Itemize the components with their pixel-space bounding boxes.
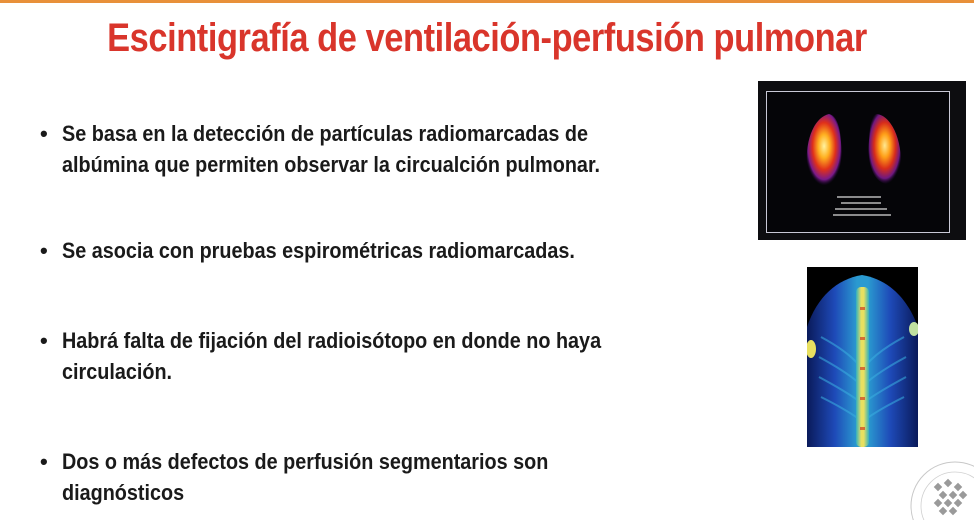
bullet-dot: • bbox=[40, 238, 48, 263]
bullet-dot: • bbox=[40, 328, 48, 353]
accent-rule bbox=[0, 0, 974, 3]
bullet-line: circulación. bbox=[62, 359, 173, 384]
bullet-dot: • bbox=[40, 121, 48, 146]
bullet-item bbox=[40, 325, 730, 387]
bullet-line: Se basa en la detección de partículas radiomarcadas de bbox=[62, 121, 589, 146]
lung-scan-graphic bbox=[767, 92, 949, 232]
bullet-line: albúmina que permiten observar la circualción pulmonar. bbox=[62, 152, 601, 177]
bullet-line: Se asocia con pruebas espirométricas radiomarcadas. bbox=[62, 238, 575, 263]
university-seal-logo bbox=[905, 458, 974, 520]
spine-scintigraphy-image bbox=[807, 267, 918, 447]
lung-perfusion-scan-image bbox=[758, 81, 966, 240]
slide-title: Escintigrafía de ventilación-perfusión pulmonar bbox=[107, 16, 867, 60]
bullet-item bbox=[40, 235, 730, 266]
bullet-dot: • bbox=[40, 449, 48, 474]
bullet-item bbox=[40, 118, 730, 180]
bullet-line: Habrá falta de fijación del radioisótopo en donde no haya bbox=[62, 328, 602, 353]
university-seal-graphic bbox=[905, 458, 974, 520]
bullet-item bbox=[40, 446, 730, 508]
spine-scan-graphic bbox=[807, 267, 918, 447]
bullet-line: Dos o más defectos de perfusión segmentarios son diagnósticos bbox=[62, 449, 549, 505]
